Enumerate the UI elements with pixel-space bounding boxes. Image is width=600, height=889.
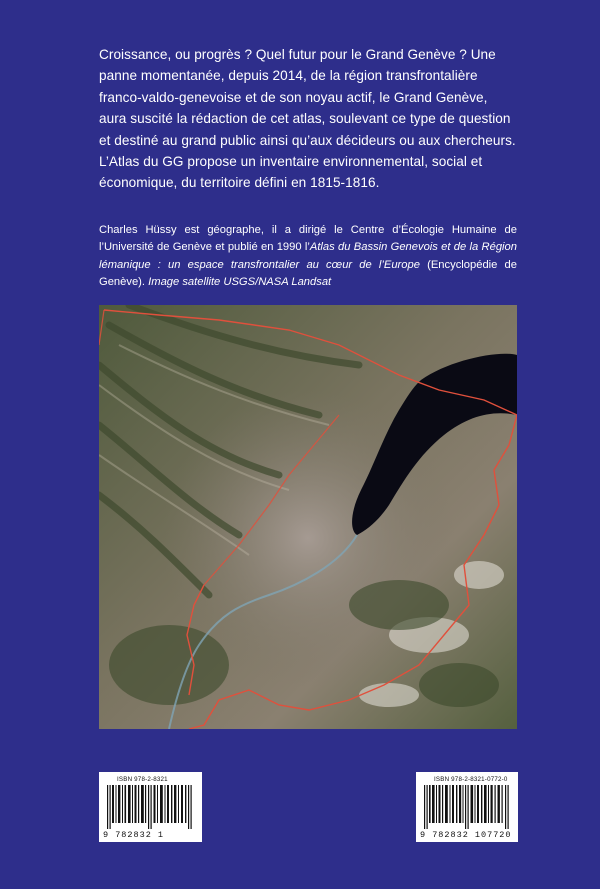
bio-text-2: (Encyclopédie de Genève). (99, 258, 517, 289)
blurb-line: panne momentanée, depuis 2014, de la région transfrontalière (99, 68, 478, 84)
barcode-box-right (416, 772, 518, 842)
barcode-right (424, 785, 511, 829)
bio-text: Charles Hüssy est géographe, il a dirigé le Centre d’Écologie Humaine de l’Université de Genève et publié en 1990 l’ (99, 224, 517, 254)
isbn-digits-left: 9 782832 1 (103, 830, 165, 840)
image-credit: Image satellite USGS/NASA Landsat (148, 276, 332, 289)
blurb-line: L’Atlas du GG propose un inventaire environnemental, social et (99, 154, 483, 170)
blurb-line: et destiné au grand public ainsi qu’aux décideurs ou aux chercheurs. (99, 132, 516, 148)
blurb-line: franco-valdo-genevoise et de son noyau actif, le Grand Genève, (99, 89, 488, 105)
barcode-left (107, 785, 194, 829)
blurb-line: économique, du territoire défini en 1815-1816. (99, 175, 380, 191)
isbn-label-right: ISBN 978-2-8321-0772-0 (434, 776, 508, 783)
blurb-line: Croissance, ou progrès ? Quel futur pour le Grand Genève ? Une (99, 47, 496, 62)
barcode-box-left (99, 772, 202, 842)
isbn-label-left: ISBN 978-2-8321 (117, 776, 168, 783)
back-cover-blurb (99, 44, 517, 194)
bio-book-title: Atlas du Bassin Genevois et de la Région lémanique : un espace transfrontalier au cœur de l’Europe (99, 241, 517, 271)
isbn-digits-right: 9 782832 107720 (420, 830, 512, 840)
blurb-line: aura suscité la rédaction de cet atlas, soulevant ce type de question (99, 111, 511, 127)
satellite-map-image (99, 305, 517, 729)
author-bio (99, 222, 517, 292)
